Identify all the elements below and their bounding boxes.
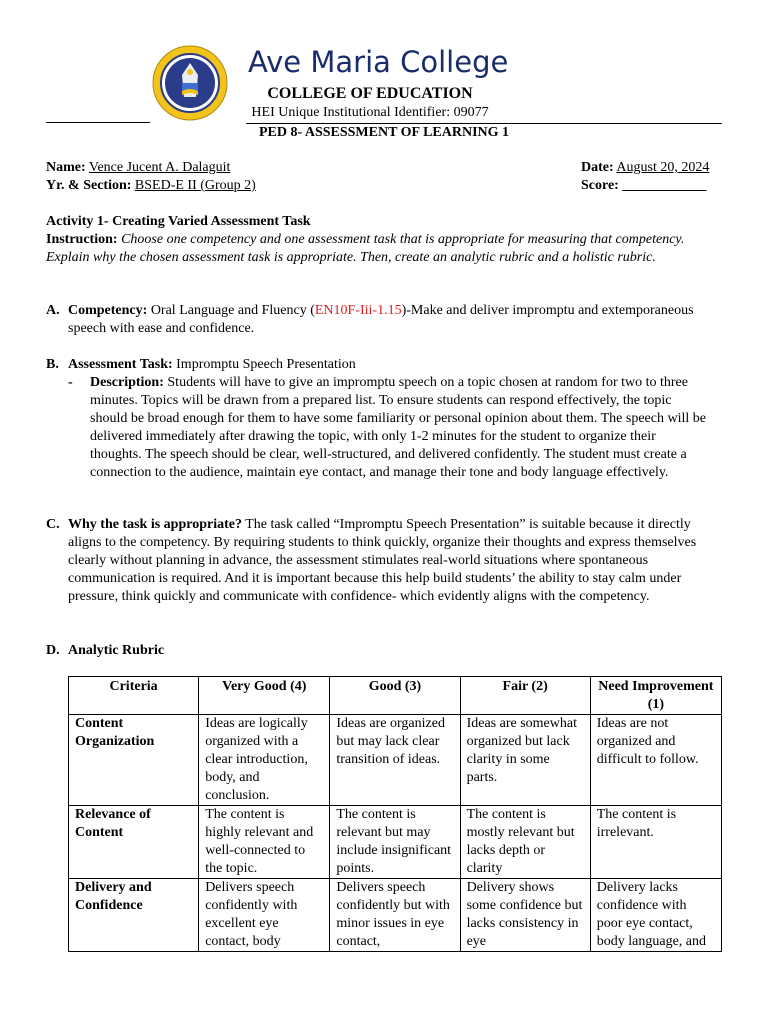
name-value: Vence Jucent A. Dalaguit — [88, 160, 231, 175]
table-row — [69, 715, 722, 806]
score-label: Score: — [581, 178, 619, 193]
rubric-cell: Delivery shows some confidence but lacks consistency in eye — [460, 879, 590, 952]
rubric-header-cell: Good (3) — [330, 677, 460, 715]
activity-title: Activity 1- Creating Varied Assessment Task — [46, 214, 311, 229]
description-body — [90, 374, 708, 482]
rubric-cell: Delivery lacks confidence with poor eye contact, body language, and — [590, 879, 721, 952]
section-label: Yr. & Section: — [46, 178, 132, 193]
section-value: BSED-E II (Group 2) — [134, 178, 256, 193]
header-rule-left — [46, 122, 150, 123]
section-c-body — [68, 516, 720, 606]
section-c-label: C. — [46, 517, 60, 532]
rubric-cell: Delivers speech confidently but with minor issues in eye contact, — [330, 879, 460, 952]
section-c-text: The task called “Impromptu Speech Presentation” is suitable because it directly aligns to the competency. By requiring students to think quickly, organize their thoughts and express themselves clearly without planning in advance, the assessment stimulates real-world situations where spontaneous communication is required. And it is important because this help build students’ the ability to stay calm under pressure, think quickly and communicate with confidence- which evidently aligns with the competency. — [68, 517, 697, 604]
rubric-clip — [68, 676, 724, 966]
rubric-cell: The content is relevant but may include insignificant points. — [330, 806, 460, 879]
section-c-title: Why the task is appropriate? — [68, 517, 242, 532]
rubric-cell: Ideas are not organized and difficult to follow. — [590, 715, 721, 806]
section-b-body — [68, 356, 720, 374]
rubric-cell: The content is highly relevant and well-connected to the topic. — [199, 806, 330, 879]
rubric-cell: The content is mostly relevant but lacks depth or clarity — [460, 806, 590, 879]
section-line — [46, 177, 256, 195]
section-d-title: Analytic Rubric — [68, 643, 165, 658]
section-b-label: B. — [46, 357, 59, 372]
rubric-header-cell: Need Improvement (1) — [590, 677, 721, 715]
course-title: PED 8- ASSESSMENT OF LEARNING 1 — [258, 125, 510, 140]
score-line — [581, 177, 706, 195]
description-title: Description: — [90, 375, 164, 390]
table-row — [69, 806, 722, 879]
section-b-title: Assessment Task: — [68, 357, 173, 372]
instruction-paragraph — [46, 231, 722, 267]
rubric-cell: Ideas are organized but may lack clear transition of ideas. — [330, 715, 460, 806]
table-row — [69, 879, 722, 952]
assessment-task: Impromptu Speech Presentation — [176, 357, 356, 372]
name-line — [46, 159, 230, 177]
description-dash: - — [68, 375, 73, 390]
section-a-title: Competency: — [68, 303, 148, 318]
rubric-cell: Ideas are logically organized with a clear introduction, body, and conclusion. — [199, 715, 330, 806]
section-d-body — [68, 642, 720, 660]
score-value: ____________ — [622, 178, 707, 193]
analytic-rubric-table — [68, 676, 722, 952]
rubric-header-cell: Criteria — [69, 677, 199, 715]
rubric-cell: The content is irrelevant. — [590, 806, 721, 879]
rubric-header-row — [69, 677, 722, 715]
section-a-body: Competency: Oral Language and Fluency (EN10F-Iii-1.15)-Make and deliver impromptu and extemporaneous speech with ease and confidence. — [68, 303, 694, 336]
rubric-criteria-cell: Delivery and Confidence — [69, 879, 199, 952]
date-label: Date: — [581, 160, 614, 175]
name-label: Name: — [46, 160, 86, 175]
section-d-label: D. — [46, 643, 60, 658]
rubric-cell: Ideas are somewhat organized but lack clarity in some parts. — [460, 715, 590, 806]
rubric-cell: Delivers speech confidently with excellent eye contact, body — [199, 879, 330, 952]
hei-identifier: HEI Unique Institutional Identifier: 09077 — [251, 105, 489, 120]
date-value: August 20, 2024 — [616, 160, 710, 175]
instruction-text: Choose one competency and one assessment task that is appropriate for measuring that competency. Explain why the chosen assessment task is appropriate. Then, create an analytic rubric and a holistic rubric. — [46, 232, 685, 265]
description-text: Students will have to give an impromptu speech on a topic chosen at random for two to three minutes. Topics will be drawn from a prepared list. To ensure students can respond effectively, the topic should be broad enough for them to have some familiarity or personal opinion about them. The speech will be delivered immediately after drawing the topic, with only 1-2 minutes for the student to organize their thoughts. The speech should be clear, well-structured, and delivered confidently. The student must create a connection to the audience, maintain eye contact, and manage their tone and body language effectively. — [90, 375, 706, 480]
college-seal-icon — [152, 45, 228, 121]
instruction-label: Instruction: — [46, 232, 118, 247]
rubric-header-cell: Very Good (4) — [199, 677, 330, 715]
competency-code: EN10F-Iii-1.15 — [314, 303, 402, 318]
date-line — [581, 159, 709, 177]
rubric-criteria-cell: Relevance of Content — [69, 806, 199, 879]
rubric-criteria-cell: Content Organization — [69, 715, 199, 806]
section-a-label: A. — [46, 303, 60, 318]
college-name: Ave Maria College — [248, 45, 509, 79]
college-subtitle: COLLEGE OF EDUCATION — [267, 85, 473, 102]
rubric-header-cell: Fair (2) — [460, 677, 590, 715]
